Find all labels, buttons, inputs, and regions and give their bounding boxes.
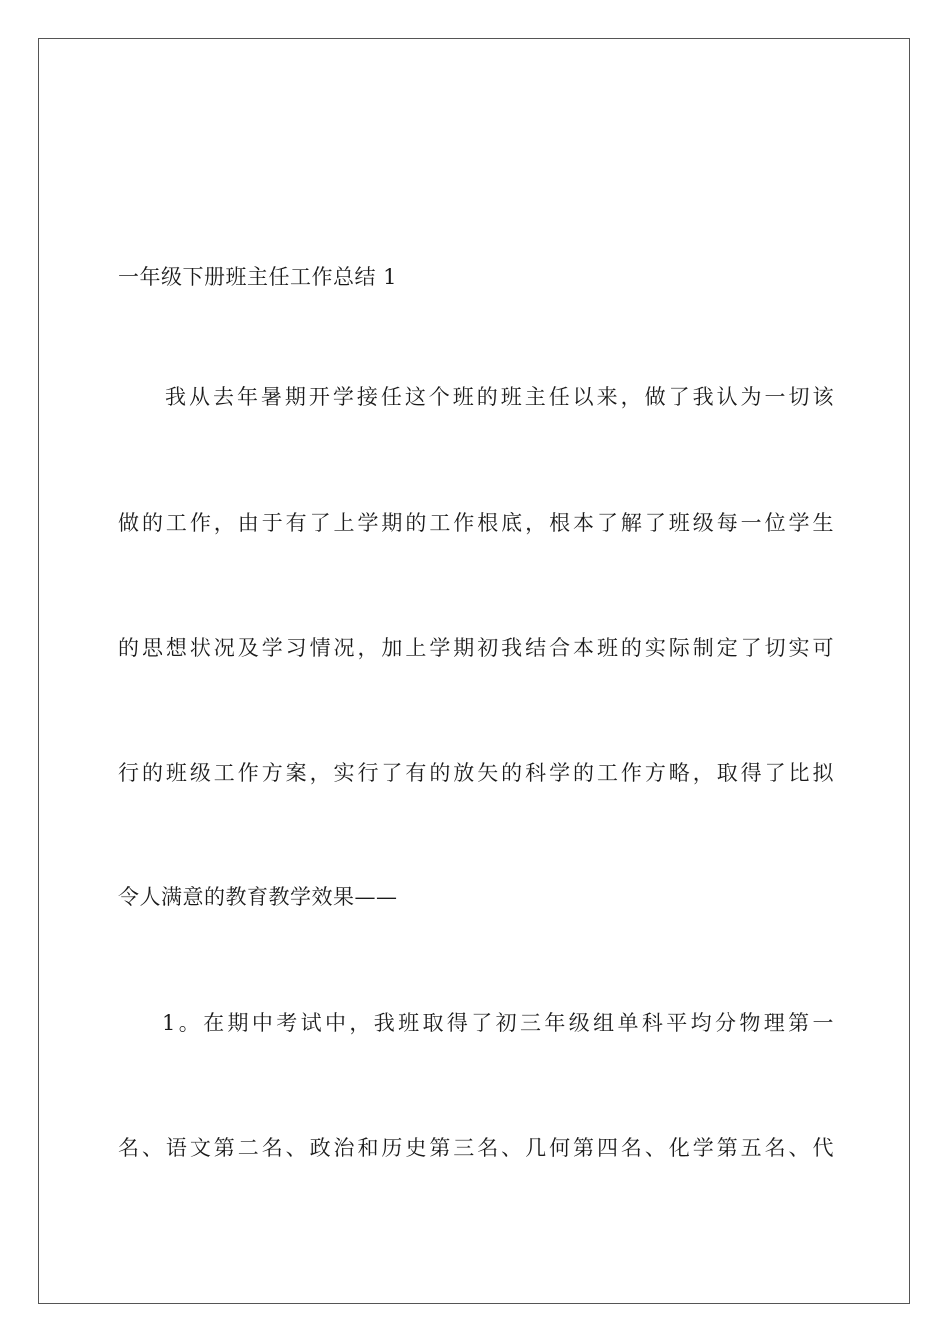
paragraph-line-2: 做的工作，由于有了上学期的工作根底，根本了解了班级每一位学生 — [118, 511, 834, 535]
paragraph-line-7: 名、语文第二名、政治和历史第三名、几何第四名、化学第五名、代 — [118, 1136, 834, 1160]
document-title: 一年级下册班主任工作总结 1 — [118, 265, 398, 289]
paragraph-line-4: 行的班级工作方案，实行了有的放矢的科学的工作方略，取得了比拟 — [118, 761, 834, 785]
page-frame — [38, 38, 910, 1304]
paragraph-line-1: 我从去年暑期开学接任这个班的班主任以来，做了我认为一切该 — [165, 385, 834, 409]
paragraph-line-6: 1。在期中考试中，我班取得了初三年级组单科平均分物理第一 — [162, 1011, 834, 1035]
paragraph-line-3: 的思想状况及学习情况，加上学期初我结合本班的实际制定了切实可 — [118, 636, 834, 660]
paragraph-line-5: 令人满意的教育教学效果—— — [118, 885, 398, 909]
